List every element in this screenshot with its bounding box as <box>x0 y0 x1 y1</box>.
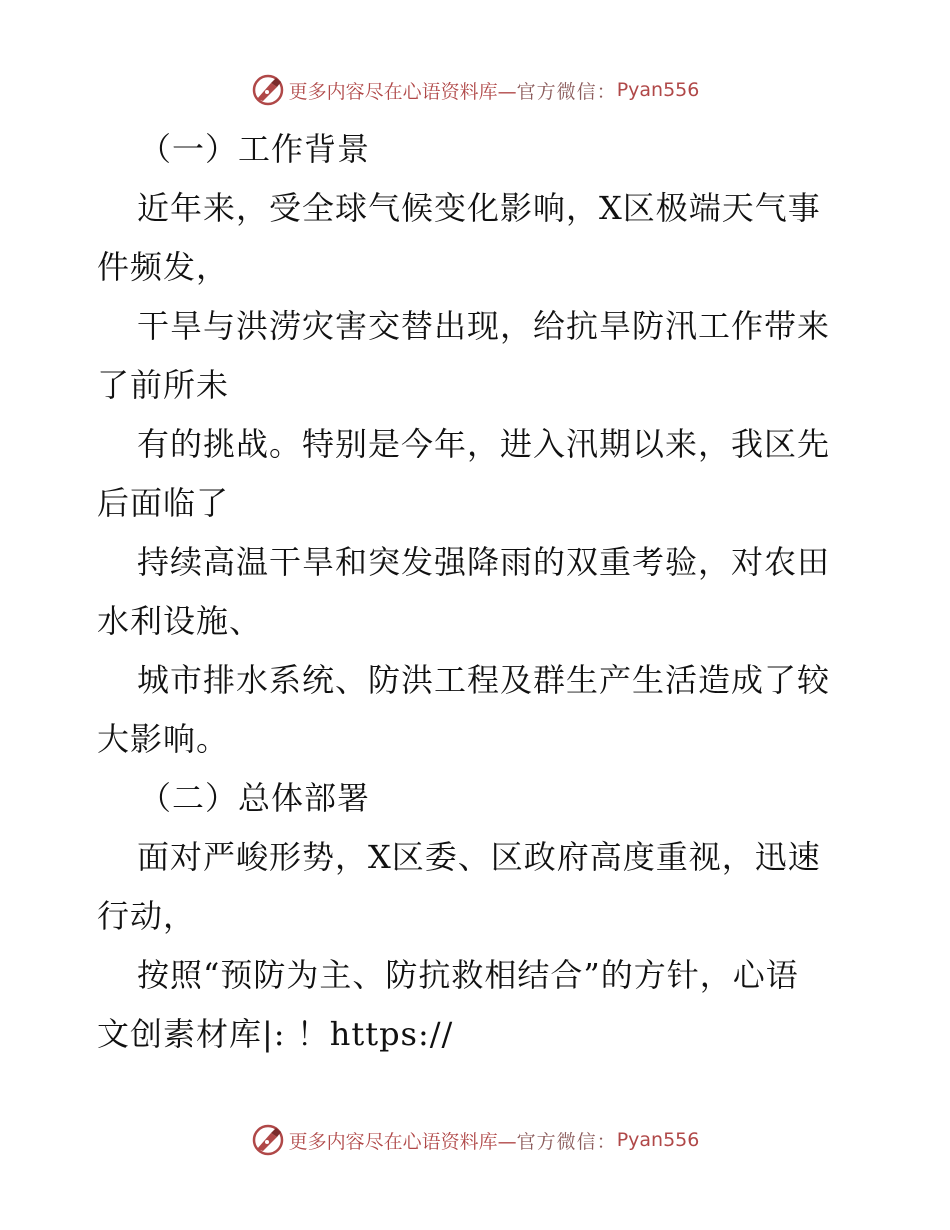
pen-nib-logo-icon <box>251 73 285 107</box>
banner-wechat-handle: Pyan556 <box>616 79 700 101</box>
paragraph-line: 持续高温干旱和突发强降雨的双重考验，对农田 <box>137 543 831 581</box>
paragraph-line: 按照“预防为主、防抗救相结合”的方针，心语 <box>137 956 799 994</box>
section-heading: （二）总体部署 <box>139 779 371 817</box>
paragraph-line: 文创素材库|: ！https:// <box>97 1015 454 1053</box>
paragraph-line: 件频发， <box>97 248 230 286</box>
banner-wechat-label: 官方微信： <box>516 80 617 103</box>
paragraph-line: 了前所未 <box>97 366 230 404</box>
footer-watermark-banner <box>0 1120 950 1160</box>
section-heading: （一）工作背景 <box>139 130 371 168</box>
banner-wechat-handle: Pyan556 <box>616 1129 700 1151</box>
header-watermark-banner <box>0 70 950 110</box>
paragraph-line: 行动， <box>97 897 197 935</box>
paragraph-line: 城市排水系统、防洪工程及群生产生活造成了较 <box>137 661 831 699</box>
paragraph-line: 大影响。 <box>97 720 230 758</box>
paragraph-line: 有的挑战。特别是今年，进入汛期以来，我区先 <box>137 425 831 463</box>
paragraph-line: 干旱与洪涝灾害交替出现，给抗旱防汛工作带来 <box>137 307 831 345</box>
pen-nib-logo-icon <box>251 1123 285 1157</box>
document-body <box>97 120 857 1064</box>
paragraph-line: 面对严峻形势，X区委、区政府高度重视，迅速 <box>137 838 821 876</box>
banner-wechat-label: 官方微信： <box>516 1130 617 1153</box>
paragraph-line: 近年来，受全球气候变化影响，X区极端天气事 <box>137 189 821 227</box>
paragraph-line: 水利设施、 <box>97 602 263 640</box>
banner-text: 更多内容尽在心语资料库— <box>288 80 517 103</box>
paragraph-line: 后面临了 <box>97 484 230 522</box>
banner-text: 更多内容尽在心语资料库— <box>288 1130 517 1153</box>
